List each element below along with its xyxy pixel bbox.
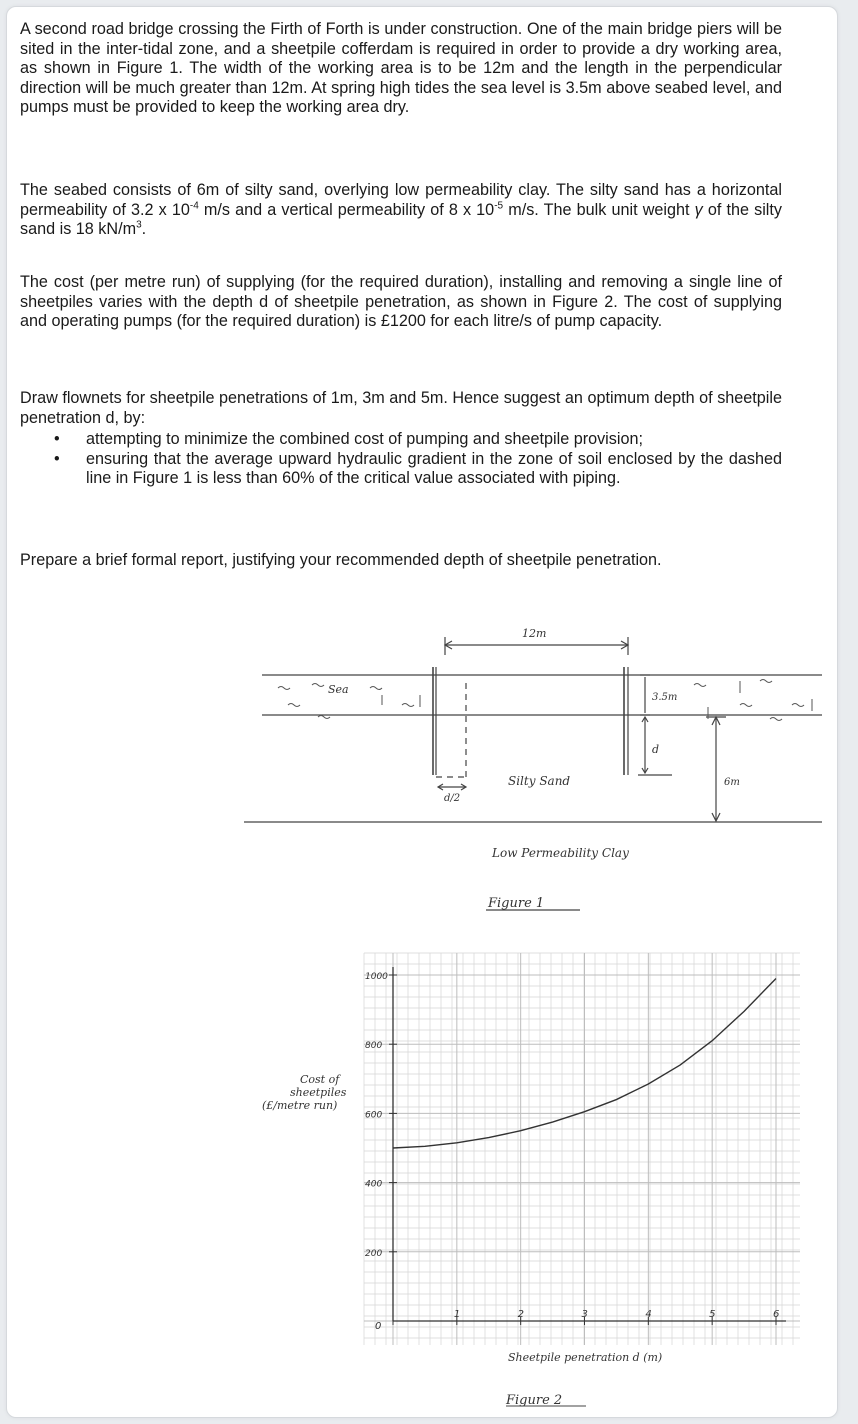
x-tick-label: 6 [773, 1309, 780, 1320]
paragraph-report: Prepare a brief formal report, justifying your recommended depth of sheetpile penetration. [20, 551, 662, 569]
bullet-item: • attempting to minimize the combined cost of pumping and sheetpile provision; [54, 430, 643, 448]
paragraph-task: Draw flownets for sheetpile penetrations of 1m, 3m and 5m. Hence suggest an optimum depth of sheetpile penetration d, by: [20, 389, 782, 427]
figure-1-caption: Figure 1 [488, 896, 545, 911]
bullet-item: • ensuring that the average upward hydraulic gradient in the zone of soil enclosed by the dashed line in Figure 1 is less than 60% of the critical value associated with piping. [54, 449, 782, 488]
paragraph-soil: The seabed consists of 6m of silty sand, overlying low permeability clay. The silty sand has a horizontal permeability of 3.2 x $10^{-4}$ m/s and a vertical permeability of 8 x $10^{-5}$ m/s. The bulk unit weight γ of the silty sand is 18 $kN/m^3$. [20, 181, 782, 239]
x-tick-label: 4 [645, 1309, 652, 1320]
chart-ticks [365, 972, 779, 1332]
sea-label: Sea [328, 683, 349, 696]
bullet-dot: • [54, 430, 60, 448]
paragraph-intro: A second road bridge crossing the Firth of Forth is under construction. One of the main bridge piers will be sited in the inter-tidal zone, and a sheetpile cofferdam is required in order to provide a dry working area, as shown in Figure 1. The width of the working area is to be 12m and the length in the perpendicular direction will be much greater than 12m. At spring high tides the sea level is 3.5m above seabed level, and pumps must be provided to keep the working area dry. [20, 20, 782, 117]
half-d-label: d/2 [444, 793, 461, 804]
figure-1-cofferdam-diagram [0, 615, 858, 920]
water-depth-label: 3.5m [652, 692, 678, 703]
penetration-label: d [652, 743, 660, 756]
clay-label: Low Permeability Clay [492, 846, 629, 860]
y-tick-label: 400 [365, 1179, 383, 1190]
paragraph-cost: The cost (per metre run) of supplying (for the required duration), installing and removing a single line of sheetpiles varies with the depth d of sheetpile penetration, as shown in Figure 2. The cost of supplying and operating pumps (for the required duration) is £1200 for each litre/s of pump capacity. [20, 273, 782, 331]
y-tick-label: 800 [365, 1041, 383, 1052]
figure-2-cost-chart [0, 945, 858, 1420]
y-tick-label: 200 [365, 1248, 383, 1259]
x-tick-label: 0 [375, 1321, 382, 1332]
y-tick-label: 1000 [365, 972, 388, 982]
gamma-symbol: γ [694, 200, 703, 219]
chart-grid [364, 953, 800, 1345]
task-bullet-list [20, 430, 782, 489]
y-axis-label: Cost of sheetpiles (£/metre run) [262, 1073, 347, 1112]
x-tick-label: 2 [517, 1309, 525, 1320]
sand-depth-label: 6m [724, 777, 740, 788]
sand-label: Silty Sand [508, 774, 571, 788]
width-label: 12m [522, 627, 547, 640]
x-tick-label: 3 [581, 1309, 588, 1320]
x-tick-label: 5 [709, 1309, 716, 1320]
wave-marks [278, 680, 812, 721]
y-tick-label: 600 [365, 1110, 383, 1121]
x-axis-label: Sheetpile penetration d (m) [508, 1351, 663, 1364]
x-tick-label: 1 [453, 1309, 461, 1320]
bullet-dot: • [54, 449, 60, 468]
figure-2-caption: Figure 2 [506, 1393, 563, 1408]
